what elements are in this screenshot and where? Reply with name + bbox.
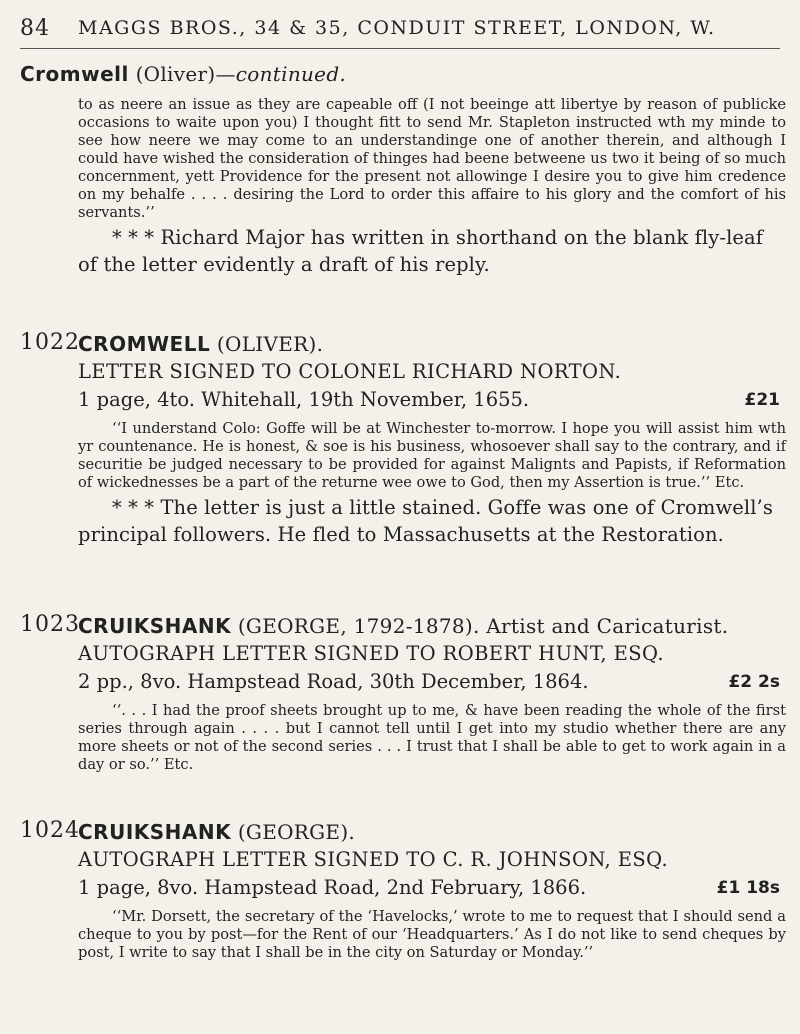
entry-quote: to as neere an issue as they are capeable off (I not beeinge att libertye by reason of publicke occasions to waite upon you) I thought fitt to send Mr. Stapleton instructed wth my minde to see how neere we may come to an understandinge one of another therein, and although I could have wished the consideration of thinges had beene betweene us two it being of so much concernment, yett Providence for the present not allowinge I desire you to give him credence on my behalfe . . . . desiring the Lord to order this affaire to his glory and the comfort of his servants.’’ (78, 96, 786, 221)
entry-title (78, 818, 786, 846)
entry-quote: ‘‘. . . I had the proof sheets brought up to me, & have been reading the whole of the first series through again . . . . but I cannot tell until I get into my studio whether there are any more sheets or not of the second series . . . I trust that I shall be able to get to work again in a day or so.’’ Etc. (78, 702, 786, 773)
entry-price: £21 (744, 390, 780, 410)
header-rule (20, 48, 780, 49)
entry-details: 2 pp., 8vo. Hampstead Road, 30th December, 1864. (78, 670, 589, 693)
entry-title (20, 60, 786, 88)
entry-subtitle: AUTOGRAPH LETTER SIGNED TO C. R. JOHNSON, ESQ. (78, 848, 669, 871)
entry-quote: ‘‘Mr. Dorsett, the secretary of the ‘Havelocks,’ wrote to me to request that I should send a cheque to you by post—for the Rent of our ‘Headquarters.’ As I do not like to send cheques by post, I write to say that I shall be in the city on Saturday or Monday.’’ (78, 908, 786, 961)
entry-name-rest: (OLIVER). (216, 332, 324, 356)
continued-label: continued. (235, 62, 347, 86)
entry-note: * * * Richard Major has written in shorthand on the blank fly-leaf of the letter evidently a draft of his reply. (78, 226, 764, 276)
entry-title (78, 330, 786, 358)
entry-name: Cromwell (20, 62, 129, 86)
page-header (20, 16, 780, 44)
lot-number: 1023 (20, 612, 80, 637)
entry-name: CROMWELL (78, 332, 211, 356)
entry-quote: ‘‘I understand Colo: Goffe will be at Winchester to-morrow. I hope you will assist him wth yr countenance. He is honest, & soe is his business, whosoever shall say to the contrary, and if securitie be judged necessary to be provided for against Malignts and Papists, if Reformation of wickednesses be a part of the returne wee owe to God, then my Assertion is true.’’ Etc. (78, 420, 786, 491)
entry-description (78, 874, 786, 902)
entry-name-rest: (GEORGE). (237, 820, 356, 844)
entry-description (78, 668, 786, 696)
lot-number: 1022 (20, 330, 80, 355)
entry-1023 (20, 612, 786, 774)
entry-name-rest: (GEORGE, 1792-1878). Artist and Caricaturist. (237, 614, 729, 638)
entry-1022 (20, 330, 786, 548)
entry-name: CRUIKSHANK (78, 614, 232, 638)
entry-details: 1 page, 4to. Whitehall, 19th November, 1655. (78, 388, 530, 411)
entry-price: £1 18s (716, 878, 780, 898)
entry-title (78, 612, 786, 640)
entry-details: 1 page, 8vo. Hampstead Road, 2nd February, 1866. (78, 876, 587, 899)
entry-name-rest: (Oliver)— (135, 62, 236, 86)
entry-cromwell-continued (20, 60, 786, 278)
page-number: 84 (20, 16, 50, 41)
entry-name: CRUIKSHANK (78, 820, 232, 844)
entry-description (78, 386, 786, 414)
entry-note: * * * The letter is just a little stained. Goffe was one of Cromwell’s principal followers. He fled to Massachusetts at the Restoration. (78, 496, 773, 546)
running-head: MAGGS BROS., 34 & 35, CONDUIT STREET, LONDON, W. (78, 17, 716, 39)
entry-price: £2 2s (728, 672, 780, 692)
entry-subtitle: AUTOGRAPH LETTER SIGNED TO ROBERT HUNT, ESQ. (78, 642, 665, 665)
entry-1024 (20, 818, 786, 962)
lot-number: 1024 (20, 818, 80, 843)
entry-subtitle: LETTER SIGNED TO COLONEL RICHARD NORTON. (78, 360, 622, 383)
